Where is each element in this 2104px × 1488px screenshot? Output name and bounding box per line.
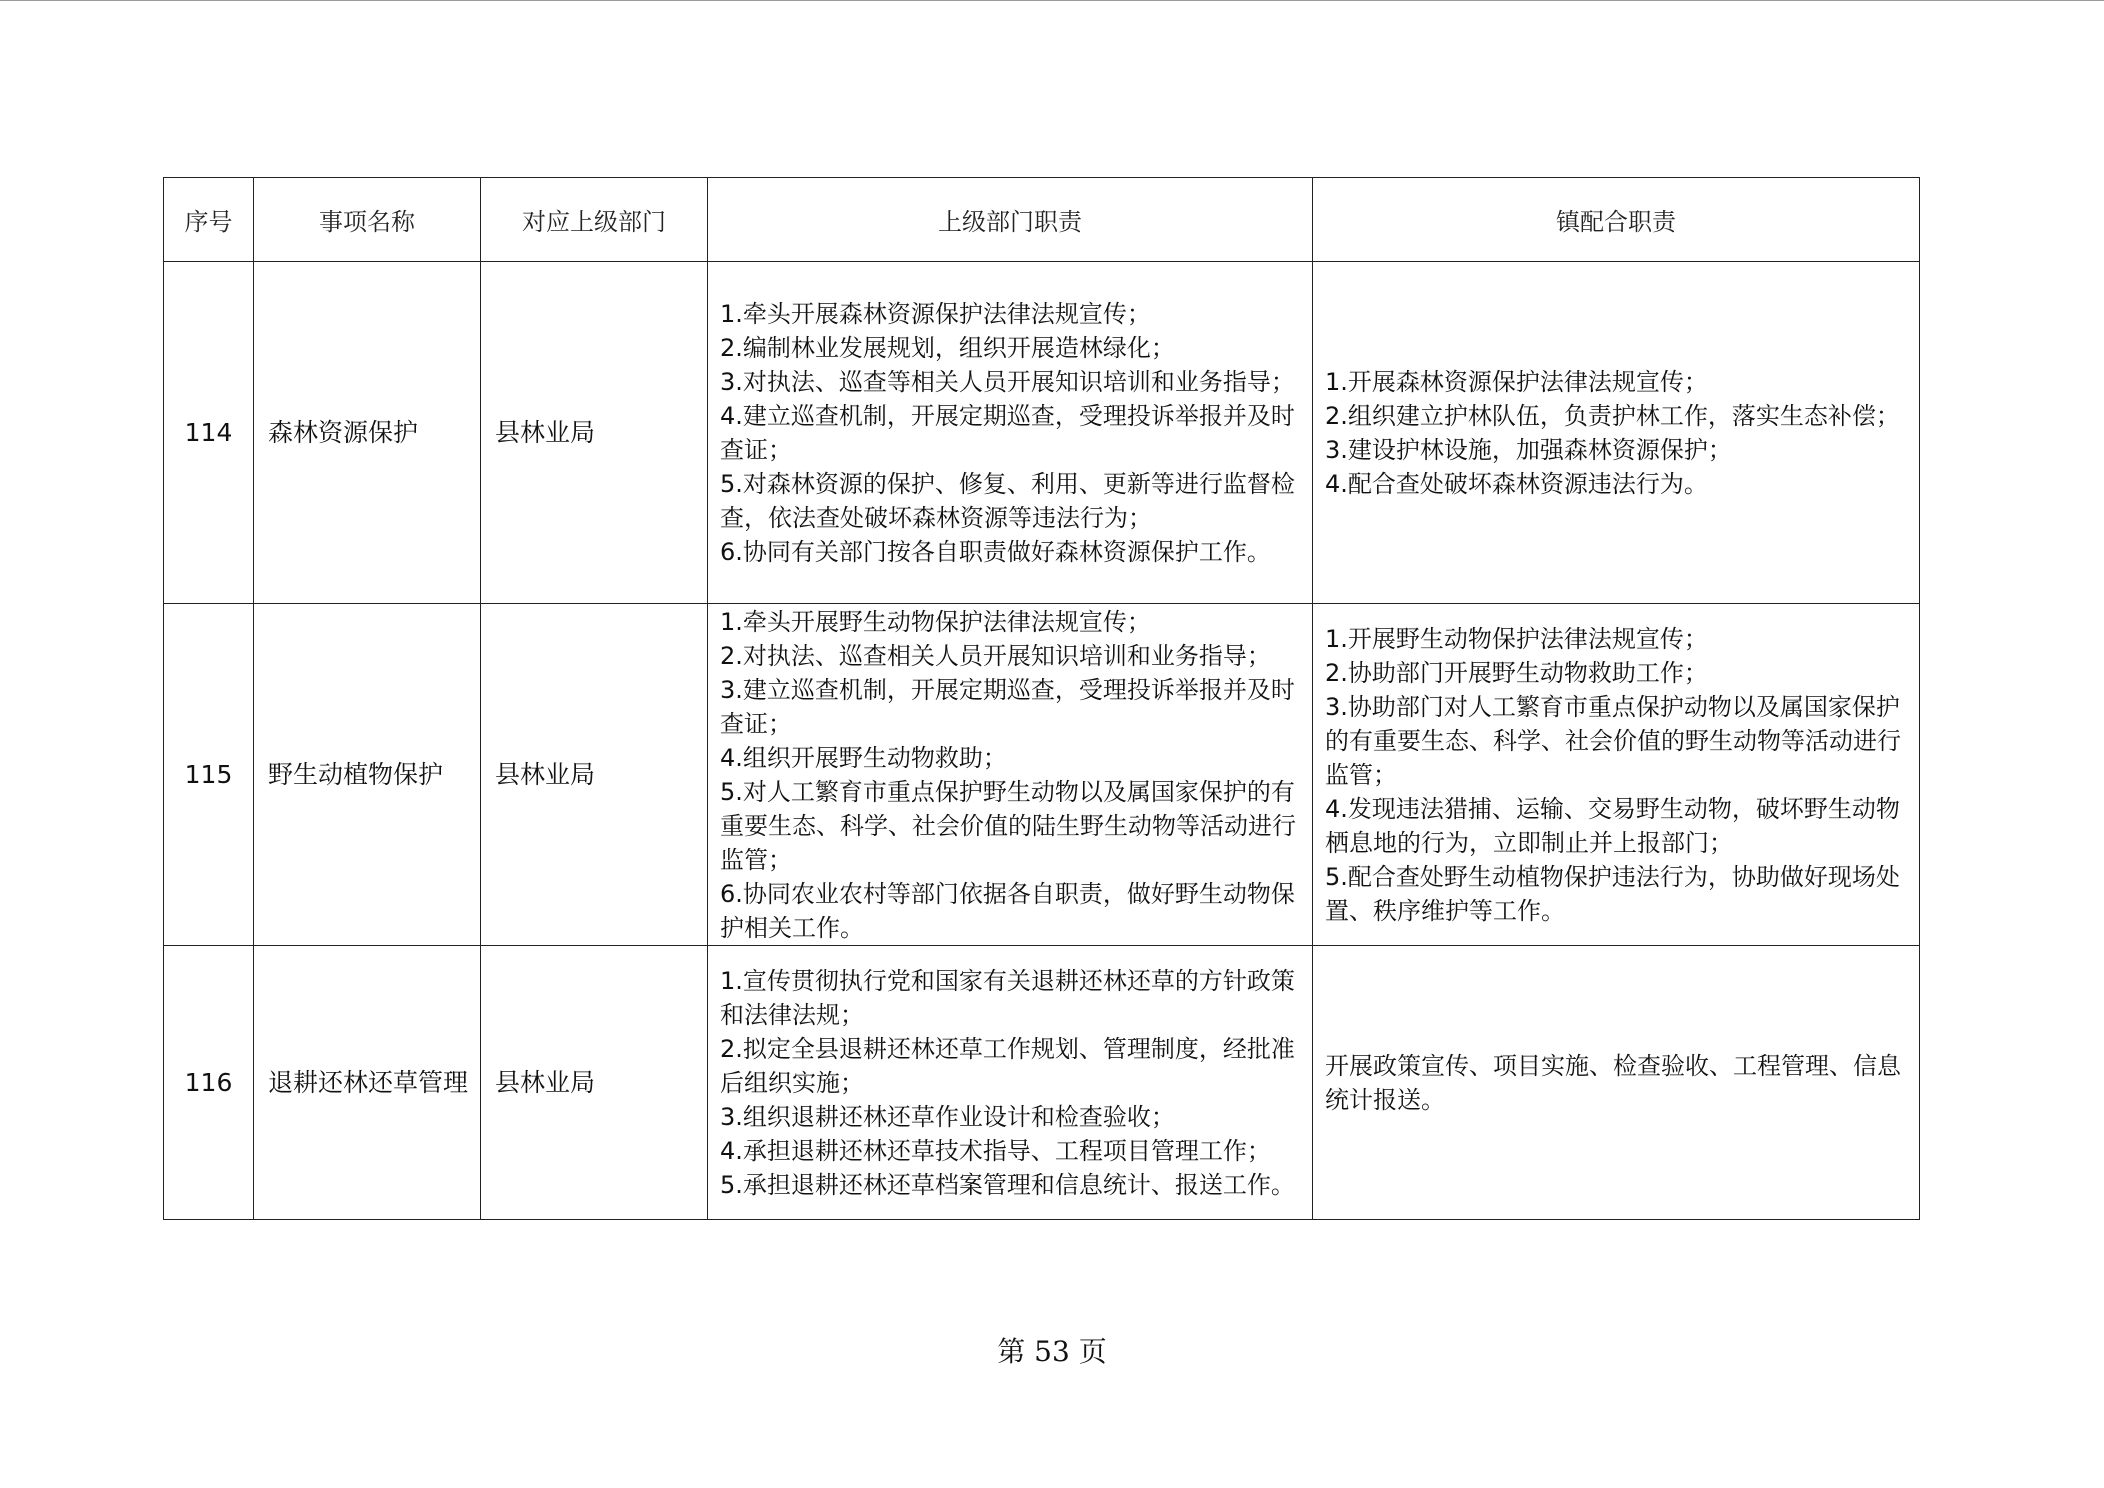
duty-item: 5.承担退耕还林还草档案管理和信息统计、报送工作。 (720, 1170, 1295, 1199)
town-duty-item: 4.配合查处破坏森林资源违法行为。 (1325, 469, 1708, 498)
duty-item: 6.协同有关部门按各自职责做好森林资源保护工作。 (720, 537, 1271, 566)
duty-item: 1.牵头开展野生动物保护法律法规宣传； (720, 607, 1151, 636)
superior-dept: 县林业局 (481, 946, 708, 1220)
row-number: 116 (164, 946, 254, 1220)
duty-item: 2.拟定全县退耕还林还草工作规划、管理制度，经批准后组织实施； (720, 1034, 1295, 1097)
item-name: 退耕还林还草管理 (254, 946, 481, 1220)
table-row (164, 604, 1920, 946)
town-duty-item: 开展政策宣传、项目实施、检查验收、工程管理、信息统计报送。 (1325, 1051, 1901, 1114)
page-number: 第 53 页 (997, 1335, 1107, 1368)
top-border-line (0, 0, 2104, 1)
header-superior-dept: 对应上级部门 (481, 178, 708, 262)
table-row (164, 262, 1920, 604)
town-duty-item: 2.组织建立护林队伍，负责护林工作，落实生态补偿； (1325, 401, 1900, 430)
table-header-row (164, 178, 1920, 262)
duty-item: 3.建立巡查机制，开展定期巡查，受理投诉举报并及时查证； (720, 675, 1295, 738)
superior-duties-cell (708, 262, 1313, 604)
row-number: 115 (164, 604, 254, 946)
duty-item: 3.对执法、巡查等相关人员开展知识培训和业务指导； (720, 367, 1295, 396)
town-duty-item: 5.配合查处野生动植物保护违法行为，协助做好现场处置、秩序维护等工作。 (1325, 862, 1900, 925)
town-duty-item: 2.协助部门开展野生动物救助工作； (1325, 658, 1708, 687)
duty-table (163, 177, 1920, 1220)
duty-item: 4.承担退耕还林还草技术指导、工程项目管理工作； (720, 1136, 1271, 1165)
row-number: 114 (164, 262, 254, 604)
duty-item: 1.牵头开展森林资源保护法律法规宣传； (720, 299, 1151, 328)
superior-duties-list (720, 605, 1304, 945)
duty-item: 4.建立巡查机制，开展定期巡查，受理投诉举报并及时查证； (720, 401, 1295, 464)
duty-item: 4.组织开展野生动物救助； (720, 743, 1007, 772)
duty-item: 1.宣传贯彻执行党和国家有关退耕还林还草的方针政策和法律法规； (720, 966, 1295, 1029)
duty-item: 2.对执法、巡查相关人员开展知识培训和业务指导； (720, 641, 1271, 670)
superior-duties-list (720, 964, 1304, 1202)
town-duty-item: 4.发现违法猎捕、运输、交易野生动物，破坏野生动物栖息地的行为，立即制止并上报部门； (1325, 794, 1900, 857)
duty-item: 6.协同农业农村等部门依据各自职责，做好野生动物保护相关工作。 (720, 879, 1295, 942)
table-row (164, 946, 1920, 1220)
town-duty-item: 1.开展森林资源保护法律法规宣传； (1325, 367, 1708, 396)
town-duties-list (1325, 622, 1911, 928)
town-duties-list (1325, 1049, 1911, 1117)
header-superior-duties: 上级部门职责 (708, 178, 1313, 262)
superior-duties-cell (708, 604, 1313, 946)
duty-item: 5.对森林资源的保护、修复、利用、更新等进行监督检查，依法查处破坏森林资源等违法行为； (720, 469, 1295, 532)
duty-item: 3.组织退耕还林还草作业设计和检查验收； (720, 1102, 1175, 1131)
town-duty-item: 3.建设护林设施，加强森林资源保护； (1325, 435, 1732, 464)
town-duties-cell (1313, 262, 1920, 604)
superior-dept: 县林业局 (481, 604, 708, 946)
town-duties-list (1325, 365, 1911, 501)
town-duties-cell (1313, 946, 1920, 1220)
town-duties-cell (1313, 604, 1920, 946)
item-name: 野生动植物保护 (254, 604, 481, 946)
superior-duties-cell (708, 946, 1313, 1220)
town-duty-item: 1.开展野生动物保护法律法规宣传； (1325, 624, 1708, 653)
duty-item: 5.对人工繁育市重点保护野生动物以及属国家保护的有重要生态、科学、社会价值的陆生野生动物等活动进行监管； (720, 777, 1296, 874)
header-no: 序号 (164, 178, 254, 262)
item-name: 森林资源保护 (254, 262, 481, 604)
town-duty-item: 3.协助部门对人工繁育市重点保护动物以及属国家保护的有重要生态、科学、社会价值的野生动物等活动进行监管； (1325, 692, 1901, 789)
header-town-duties: 镇配合职责 (1313, 178, 1920, 262)
superior-duties-list (720, 297, 1304, 569)
superior-dept: 县林业局 (481, 262, 708, 604)
header-item-name: 事项名称 (254, 178, 481, 262)
duty-item: 2.编制林业发展规划，组织开展造林绿化； (720, 333, 1175, 362)
